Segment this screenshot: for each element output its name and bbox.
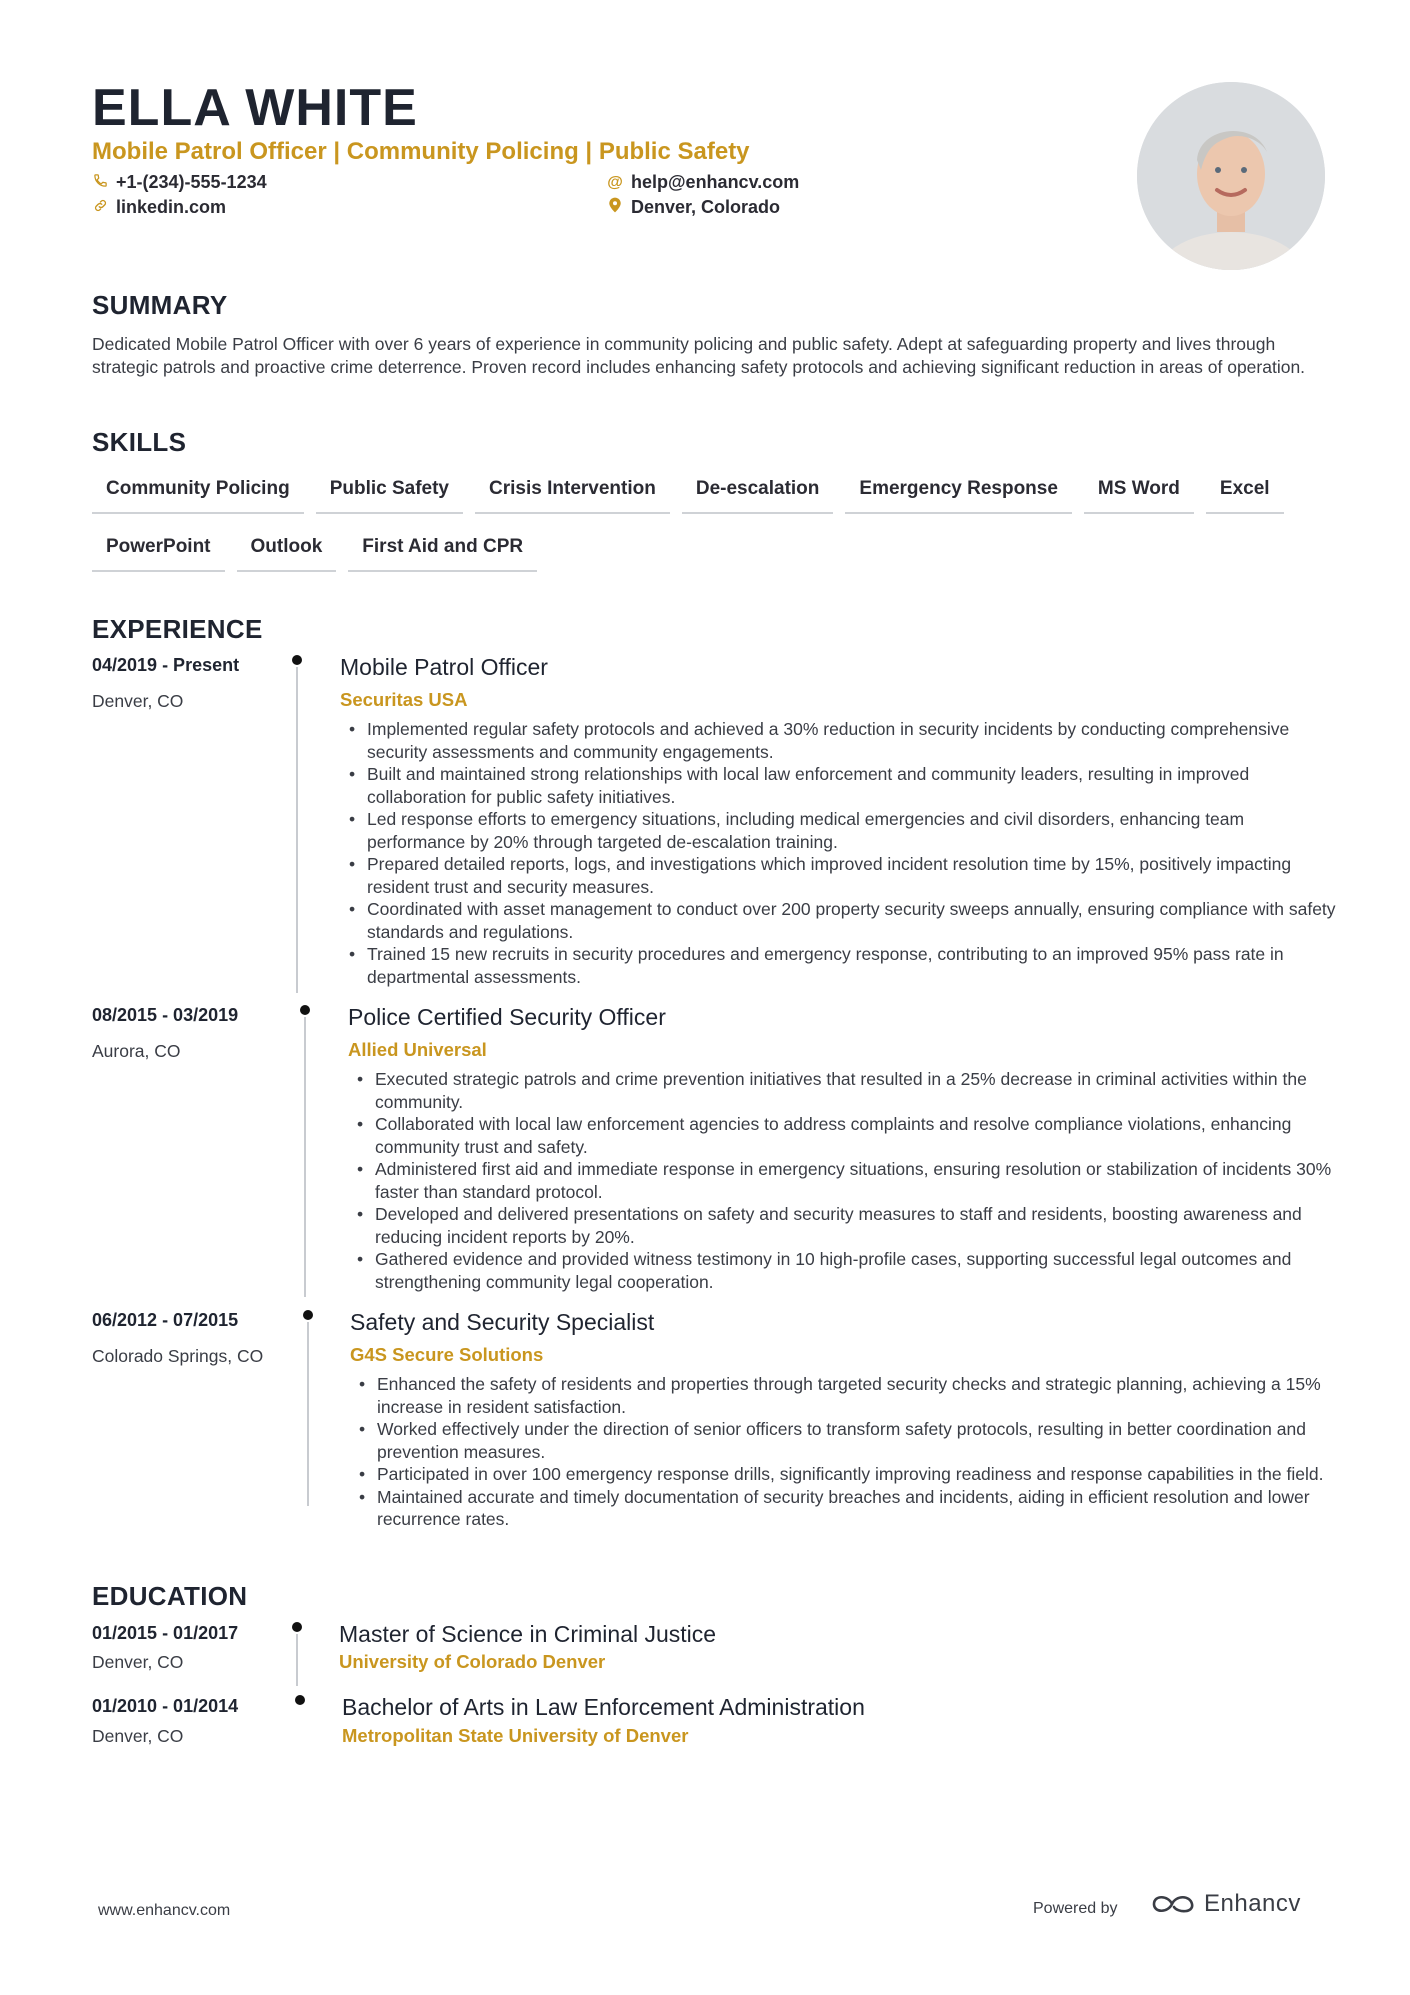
bullet-item: • Coordinated with asset management to conduct over 200 property security sweeps annually, ensuring compliance with safety standards and regulations. bbox=[347, 898, 1337, 943]
link-icon bbox=[92, 198, 108, 218]
summary-heading: SUMMARY bbox=[92, 290, 228, 320]
skill-tag: Excel bbox=[1206, 468, 1284, 514]
candidate-name: ELLA WHITE bbox=[92, 79, 418, 137]
bullet-item: • Built and maintained strong relationships with local law enforcement and community leaders, resulting in improved collaboration for public safety initiatives. bbox=[347, 763, 1337, 808]
timeline-dot bbox=[292, 655, 302, 665]
skill-tag: Crisis Intervention bbox=[475, 468, 670, 514]
location-pin-icon bbox=[607, 197, 623, 218]
edu-school: University of Colorado Denver bbox=[339, 1651, 606, 1672]
skill-tag: Outlook bbox=[237, 526, 337, 572]
brand-name: Enhancv bbox=[1204, 1890, 1301, 1917]
timeline-dot bbox=[303, 1310, 313, 1320]
timeline-line bbox=[307, 1322, 309, 1506]
bullet-item: • Administered first aid and immediate response in emergency situations, ensuring resolution or stabilization of incidents 30% faster than standard protocol. bbox=[355, 1158, 1340, 1203]
edu-location: Denver, CO bbox=[92, 1726, 184, 1746]
bullet-item: • Worked effectively under the direction of senior officers to transform safety protocols, resulting in better coordination and prevention measures. bbox=[357, 1418, 1342, 1463]
bullet-item: • Implemented regular safety protocols and achieved a 30% reduction in security incidents by conducting comprehensive security assessments and community engagements. bbox=[347, 718, 1337, 763]
skill-tag: PowerPoint bbox=[92, 526, 225, 572]
job-company: Securitas USA bbox=[340, 689, 468, 710]
bullet-item: • Maintained accurate and timely documentation of security breaches and incidents, aiding in efficient resolution and lower recurrence rates. bbox=[357, 1486, 1342, 1531]
job-dates: 04/2019 - Present bbox=[92, 655, 240, 675]
footer-url[interactable]: www.enhancv.com bbox=[98, 1902, 231, 1919]
bullet-item: • Enhanced the safety of residents and properties through targeted security checks and strategic planning, achieving a 15% increase in resident satisfaction. bbox=[357, 1373, 1342, 1418]
profile-photo bbox=[1137, 82, 1325, 270]
skills-list bbox=[92, 468, 1332, 572]
bullet-item: • Trained 15 new recruits in security procedures and emergency response, contributing to an improved 95% pass rate in departmental assessments. bbox=[347, 943, 1337, 988]
job-role: Mobile Patrol Officer bbox=[340, 654, 548, 680]
timeline-dot bbox=[295, 1695, 305, 1705]
bullet-item: • Participated in over 100 emergency response drills, significantly improving readiness and response capabilities in the field. bbox=[357, 1463, 1342, 1486]
timeline-line bbox=[296, 1634, 298, 1686]
contact-location bbox=[607, 197, 780, 218]
job-location: Colorado Springs, CO bbox=[92, 1346, 264, 1366]
skill-tag: Public Safety bbox=[316, 468, 463, 514]
email-text[interactable]: help@enhancv.com bbox=[631, 172, 800, 192]
skill-tag: Emergency Response bbox=[845, 468, 1072, 514]
skill-tag: First Aid and CPR bbox=[348, 526, 537, 572]
phone-text: +1-(234)-555-1234 bbox=[116, 172, 267, 192]
job-bullets bbox=[347, 718, 1337, 988]
bullet-item: • Led response efforts to emergency situations, including medical emergencies and civil disorders, enhancing team performance by 20% through targeted de-escalation training. bbox=[347, 808, 1337, 853]
job-bullets bbox=[357, 1373, 1342, 1531]
contact-email[interactable] bbox=[607, 172, 799, 193]
education-heading: EDUCATION bbox=[92, 1581, 248, 1611]
powered-by-label: Powered by bbox=[1033, 1900, 1118, 1917]
edu-dates: 01/2010 - 01/2014 bbox=[92, 1696, 239, 1716]
edu-degree: Bachelor of Arts in Law Enforcement Administration bbox=[342, 1694, 865, 1720]
bullet-item: • Executed strategic patrols and crime prevention initiatives that resulted in a 25% decrease in criminal activities within the community. bbox=[355, 1068, 1340, 1113]
job-location: Aurora, CO bbox=[92, 1041, 181, 1061]
phone-icon bbox=[92, 173, 108, 193]
job-dates: 08/2015 - 03/2019 bbox=[92, 1005, 239, 1025]
job-role: Safety and Security Specialist bbox=[350, 1309, 655, 1335]
skill-tag: De-escalation bbox=[682, 468, 834, 514]
location-text: Denver, Colorado bbox=[631, 197, 781, 217]
enhancv-logo[interactable] bbox=[1148, 1890, 1301, 1918]
at-icon: @ bbox=[607, 173, 623, 191]
job-role: Police Certified Security Officer bbox=[348, 1004, 666, 1030]
bullet-item: • Gathered evidence and provided witness testimony in 10 high-profile cases, supporting successful legal outcomes and strengthening community legal cooperation. bbox=[355, 1248, 1340, 1293]
bullet-item: • Developed and delivered presentations on safety and security measures to staff and residents, boosting awareness and reducing incident reports by 20%. bbox=[355, 1203, 1340, 1248]
edu-dates: 01/2015 - 01/2017 bbox=[92, 1623, 239, 1643]
edu-degree: Master of Science in Criminal Justice bbox=[339, 1621, 717, 1647]
linkedin-text[interactable]: linkedin.com bbox=[116, 197, 227, 217]
timeline-dot bbox=[300, 1005, 310, 1015]
job-bullets bbox=[355, 1068, 1340, 1293]
bullet-item: • Prepared detailed reports, logs, and investigations which improved incident resolution time by 15%, positively impacting resident trust and security measures. bbox=[347, 853, 1337, 898]
skills-heading: SKILLS bbox=[92, 427, 187, 457]
contact-linkedin[interactable] bbox=[92, 197, 226, 218]
skill-tag: Community Policing bbox=[92, 468, 304, 514]
timeline-dot bbox=[292, 1622, 302, 1632]
candidate-title: Mobile Patrol Officer | Community Policing | Public Safety bbox=[92, 138, 750, 165]
job-company: G4S Secure Solutions bbox=[350, 1344, 544, 1365]
contact-phone bbox=[92, 172, 267, 193]
timeline-line bbox=[304, 1017, 306, 1297]
experience-heading: EXPERIENCE bbox=[92, 614, 263, 644]
job-company: Allied Universal bbox=[348, 1039, 487, 1060]
job-dates: 06/2012 - 07/2015 bbox=[92, 1310, 239, 1330]
skill-tag: MS Word bbox=[1084, 468, 1194, 514]
infinity-icon bbox=[1148, 1891, 1198, 1917]
bullet-item: • Collaborated with local law enforcement agencies to address complaints and resolve compliance violations, enhancing community trust and safety. bbox=[355, 1113, 1340, 1158]
job-location: Denver, CO bbox=[92, 691, 184, 711]
edu-location: Denver, CO bbox=[92, 1652, 184, 1672]
summary-text: Dedicated Mobile Patrol Officer with over 6 years of experience in community policing and public safety. Adept at safeguarding property and lives through strategic patrols and proactive crime deterrence. Proven record includes enhancing safety protocols and achieving significant reduction in areas of operation. bbox=[92, 334, 1306, 377]
edu-school: Metropolitan State University of Denver bbox=[342, 1725, 689, 1746]
timeline-line bbox=[296, 667, 298, 993]
